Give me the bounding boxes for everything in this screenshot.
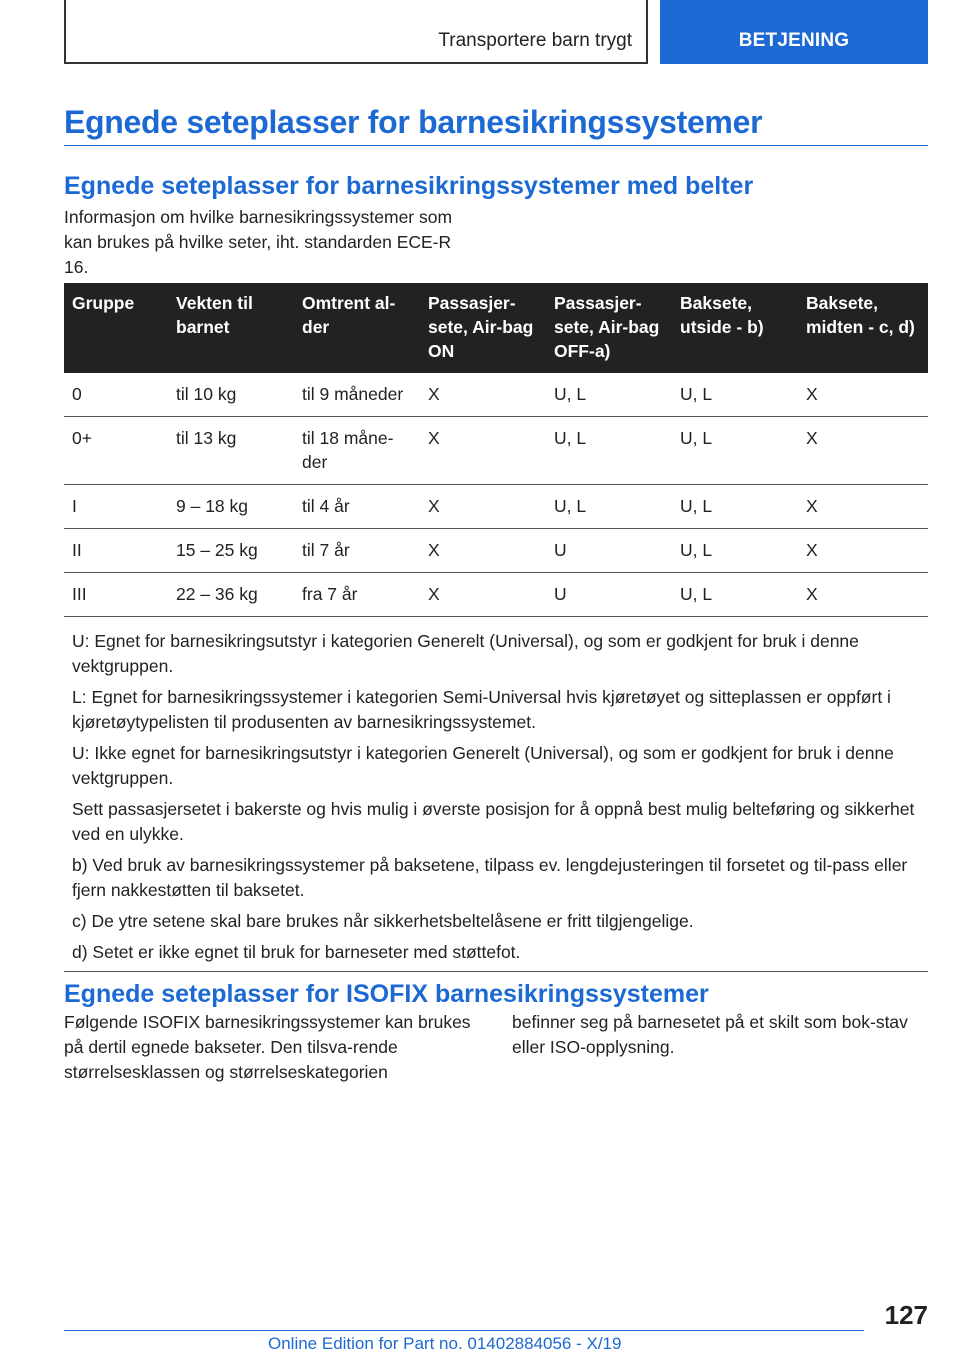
table-cell: U bbox=[546, 529, 672, 573]
header-cell: Vekten til barnet bbox=[168, 283, 294, 373]
table-cell: U, L bbox=[672, 573, 798, 617]
table-note bbox=[64, 737, 928, 793]
table-row bbox=[64, 529, 928, 573]
table-row bbox=[64, 485, 928, 529]
table-cell: til 4 år bbox=[294, 485, 420, 529]
table-cell: U, L bbox=[546, 485, 672, 529]
note-text: b) Ved bruk av barnesikringssystemer på baksetene, tilpass ev. lengdejusteringen til forsetet og til-pass eller fjern nakkestøtten til baksetet. bbox=[72, 854, 908, 900]
page-number: 127 bbox=[884, 1300, 928, 1330]
table-note bbox=[64, 793, 928, 849]
table-cell: U, L bbox=[672, 529, 798, 573]
isofix-text-column-2: befinner seg på barnesetet på et skilt som bok-stav eller ISO-opplysning. bbox=[512, 1012, 908, 1057]
header-section-box bbox=[64, 0, 648, 64]
belt-section-heading: Egnede seteplasser for barnesikringssystemer med belter bbox=[64, 172, 754, 200]
table-cell: U, L bbox=[546, 373, 672, 417]
table-note bbox=[64, 936, 928, 972]
table-cell: X bbox=[798, 485, 928, 529]
page-title: Egnede seteplasser for barnesikringssystemer bbox=[64, 104, 763, 140]
table-note bbox=[64, 681, 928, 737]
table-cell: til 10 kg bbox=[168, 373, 294, 417]
note-text: U: Egnet for barnesikringsutstyr i kategorien Generelt (Universal), og som er godkjent for bruk i denne vektgruppen. bbox=[72, 630, 859, 676]
section-title: Transportere barn trygt bbox=[438, 30, 632, 51]
table-cell: til 7 år bbox=[294, 529, 420, 573]
table-cell: U, L bbox=[672, 373, 798, 417]
table-cell: X bbox=[798, 573, 928, 617]
header-cell: Omtrent al-der bbox=[294, 283, 420, 373]
table-cell: X bbox=[420, 529, 546, 573]
table-cell: 0+ bbox=[64, 417, 168, 485]
table-cell: til 18 måne-der bbox=[294, 417, 420, 485]
table-note bbox=[64, 905, 928, 936]
table-cell: 22 – 36 kg bbox=[168, 573, 294, 617]
note-text: Sett passasjersetet i bakerste og hvis mulig i øverste posisjon for å oppnå best mulig belteføring og sikkerhet ved en ulykke. bbox=[72, 798, 915, 844]
table-cell: U, L bbox=[546, 417, 672, 485]
header-cell: Baksete, utside - b) bbox=[672, 283, 798, 373]
footer-edition: Online Edition for Part no. 01402884056 - X/19 bbox=[268, 1334, 622, 1353]
header-cell: Baksete, midten - c, d) bbox=[798, 283, 928, 373]
table-cell: X bbox=[798, 529, 928, 573]
chapter-tab-label: BETJENING bbox=[738, 30, 850, 51]
table-cell: X bbox=[798, 417, 928, 485]
note-text: L: Egnet for barnesikringssystemer i kategorien Semi-Universal hvis kjøretøyet og sitteplassen er oppført i kjøretøytypelisten til produsenten av barnesikringssystemet. bbox=[72, 686, 891, 732]
page-header bbox=[64, 0, 928, 64]
table-cell: X bbox=[420, 573, 546, 617]
header-cell: Gruppe bbox=[64, 283, 168, 373]
table-row bbox=[64, 373, 928, 417]
note-text: d) Setet er ikke egnet til bruk for barneseter med støttefot. bbox=[64, 936, 928, 972]
table-cell: U, L bbox=[672, 417, 798, 485]
table-cell: 9 – 18 kg bbox=[168, 485, 294, 529]
note-text: U: Ikke egnet for barnesikringsutstyr i kategorien Generelt (Universal), og som er godkjent for bruk i denne vektgruppen. bbox=[72, 742, 894, 788]
table-cell: I bbox=[64, 485, 168, 529]
note-text: c) De ytre setene skal bare brukes når sikkerhetsbeltelåsene er fritt tilgjengelige. bbox=[72, 910, 694, 931]
table-cell: fra 7 år bbox=[294, 573, 420, 617]
table-cell: til 13 kg bbox=[168, 417, 294, 485]
table-cell: X bbox=[420, 373, 546, 417]
table-cell: II bbox=[64, 529, 168, 573]
table-cell: U bbox=[546, 573, 672, 617]
title-divider bbox=[64, 145, 928, 146]
table-cell: X bbox=[798, 373, 928, 417]
table-note bbox=[64, 849, 928, 905]
table-cell: 15 – 25 kg bbox=[168, 529, 294, 573]
table-cell: X bbox=[420, 485, 546, 529]
table-cell: U, L bbox=[672, 485, 798, 529]
seat-suitability-table bbox=[64, 283, 928, 972]
header-cell: Passasjer-sete, Air-bag ON bbox=[420, 283, 546, 373]
table-cell: III bbox=[64, 573, 168, 617]
table-cell: 0 bbox=[64, 373, 168, 417]
isofix-section-heading: Egnede seteplasser for ISOFIX barnesikringssystemer bbox=[64, 980, 709, 1008]
footer-divider bbox=[64, 1330, 864, 1331]
table-row bbox=[64, 417, 928, 485]
chapter-tab[interactable] bbox=[660, 0, 928, 64]
table-cell: X bbox=[420, 417, 546, 485]
table-header-row bbox=[64, 283, 928, 373]
isofix-text-column-1: Følgende ISOFIX barnesikringssystemer kan brukes på dertil egnede bakseter. Den tilsva-rende størrelsesklassen og størrelseskategorien bbox=[64, 1012, 471, 1082]
table-note bbox=[64, 625, 928, 681]
table-cell: til 9 måneder bbox=[294, 373, 420, 417]
belt-section-intro: Informasjon om hvilke barnesikringssystemer som kan brukes på hvilke seter, iht. standarden ECE-R 16. bbox=[64, 207, 453, 277]
table-row bbox=[64, 573, 928, 617]
header-cell: Passasjer-sete, Air-bag OFF-a) bbox=[546, 283, 672, 373]
